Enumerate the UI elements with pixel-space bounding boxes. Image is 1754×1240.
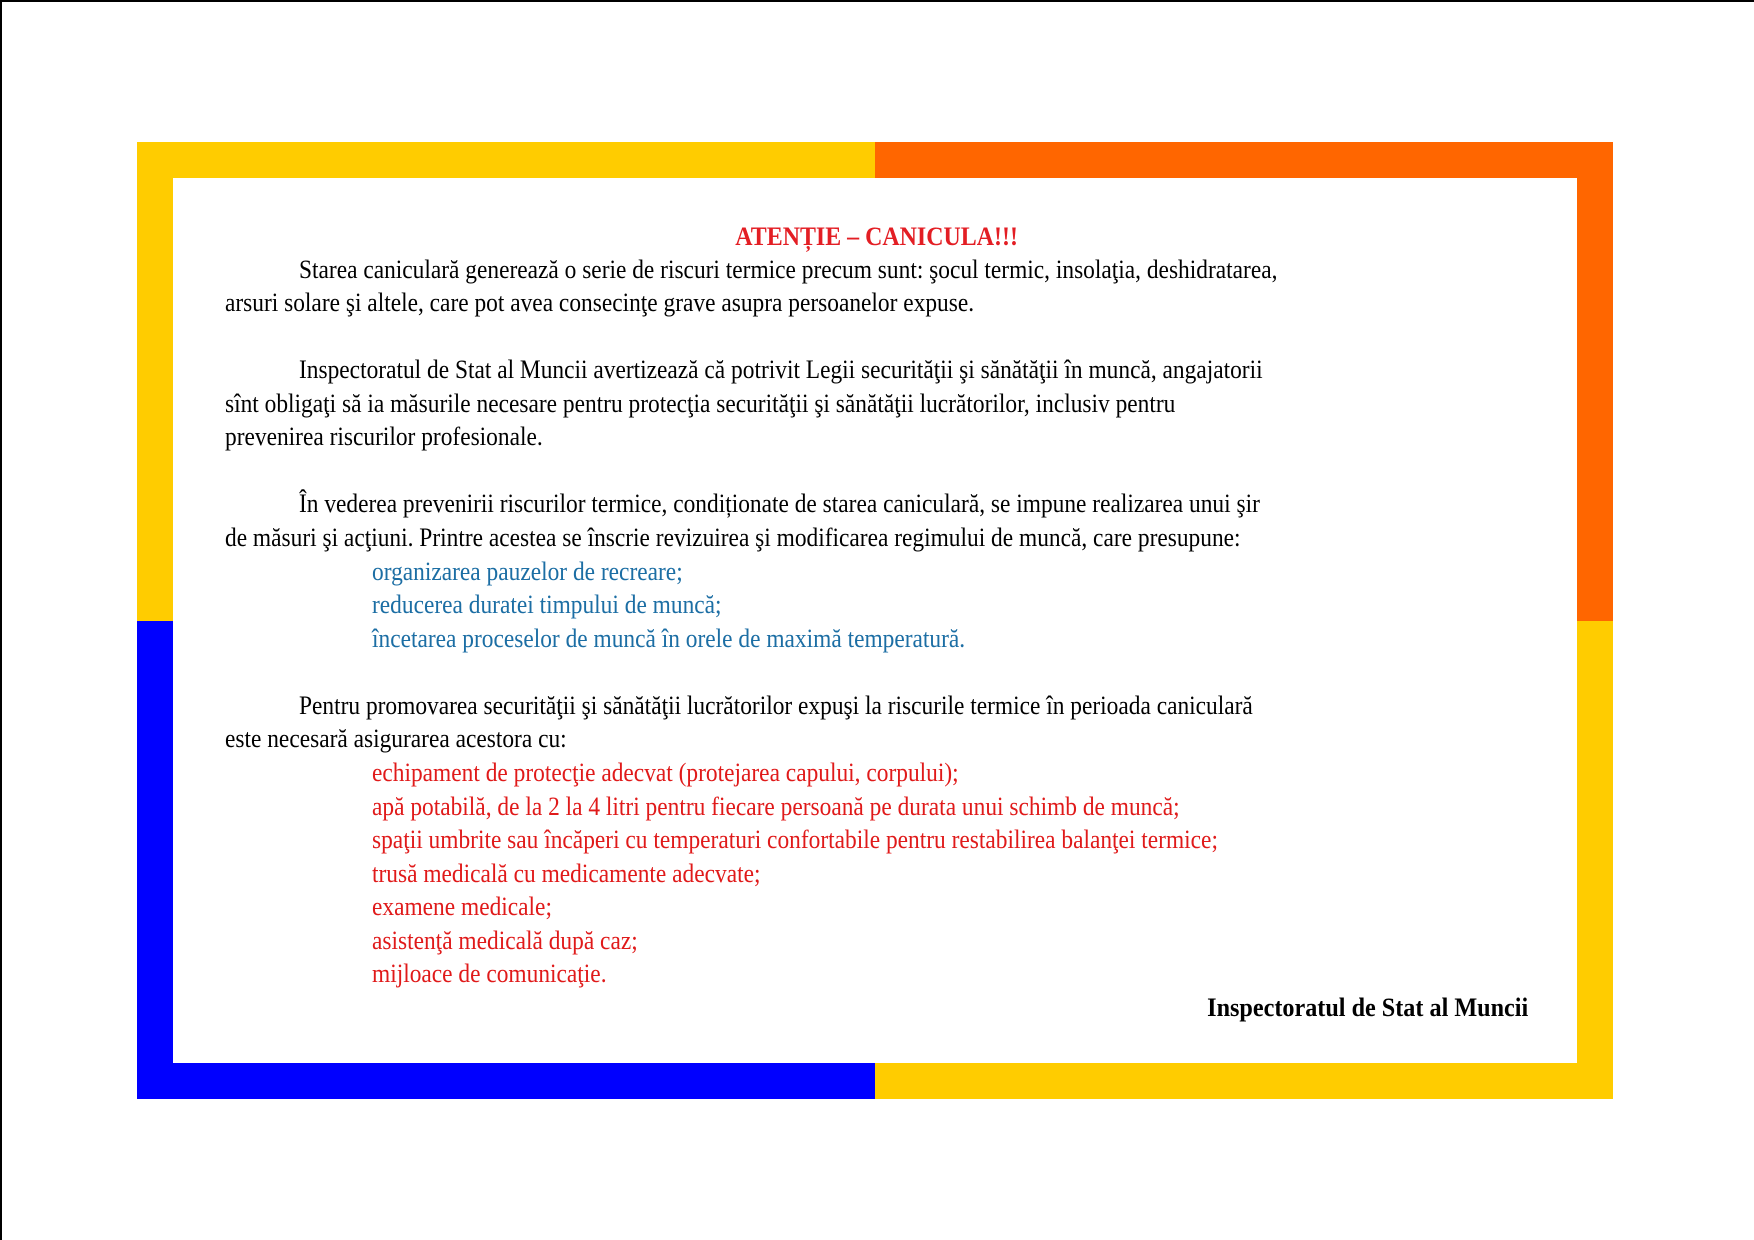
frame-bottom-right (875, 1063, 1613, 1099)
provision-item: asistenţă medicală după caz; (372, 926, 638, 955)
paragraph-2-line-2: sînt obligaţi să ia măsurile necesare pentru protecţia securităţii şi sănătăţii lucrătorilor, inclusiv pentru (225, 389, 1176, 418)
signature-text: Inspectoratul de Stat al Muncii (1206, 993, 1528, 1022)
paragraph-3-line-1: În vederea prevenirii riscurilor termice, condiționate de starea caniculară, se impune realizarea unui şir (299, 489, 1260, 518)
provision-item: spaţii umbrite sau încăperi cu temperaturi confortabile pentru restabilirea balanţei termice; (372, 825, 1218, 854)
paragraph-1-line-1: Starea caniculară generează o serie de riscuri termice precum sunt: şocul termic, insolaţia, deshidratarea, (299, 255, 1278, 284)
frame-top-right (875, 142, 1613, 178)
page-edge-top (0, 0, 1754, 2)
work-regime-item: încetarea proceselor de muncă în orele de maximă temperatură. (372, 624, 966, 653)
provision-item: trusă medicală cu medicamente adecvate; (372, 859, 761, 888)
page-edge-left (0, 0, 2, 1240)
paragraph-4-line-2: este necesară asigurarea acestora cu: (225, 724, 567, 753)
frame-right-top (1577, 142, 1613, 621)
paragraph-3-line-2: de măsuri şi acţiuni. Printre acestea se înscrie revizuirea şi modificarea regimului de muncă, care presupune: (225, 523, 1241, 552)
paragraph-2-line-1: Inspectoratul de Stat al Muncii avertizează că potrivit Legii securităţii şi sănătăţii în muncă, angajatorii (299, 355, 1263, 384)
paragraph-2-line-3: prevenirea riscurilor profesionale. (225, 422, 543, 451)
notice-title-text: ATENȚIE – CANICULA!!! (735, 222, 1019, 251)
frame-top-left (137, 142, 875, 178)
paragraph-1-line-2: arsuri solare şi altele, care pot avea consecinţe grave asupra persoanelor expuse. (225, 288, 975, 317)
paragraph-4-line-1: Pentru promovarea securităţii şi sănătăţii lucrătorilor expuşi la riscurile termice în perioada caniculară (299, 691, 1253, 720)
frame-left-top (137, 142, 173, 621)
frame-left-bottom (137, 621, 173, 1099)
notice-title (0, 222, 1754, 252)
frame-right-bottom (1577, 621, 1613, 1099)
signature (1183, 993, 1528, 1023)
provision-item: echipament de protecţie adecvat (protejarea capului, corpului); (372, 758, 959, 787)
provision-item: apă potabilă, de la 2 la 4 litri pentru fiecare persoană pe durata unui schimb de muncă; (372, 792, 1180, 821)
work-regime-item: organizarea pauzelor de recreare; (372, 557, 683, 586)
provision-item: examene medicale; (372, 892, 552, 921)
work-regime-item: reducerea duratei timpului de muncă; (372, 590, 722, 619)
provision-item: mijloace de comunicaţie. (372, 959, 607, 988)
frame-bottom-left (137, 1063, 875, 1099)
